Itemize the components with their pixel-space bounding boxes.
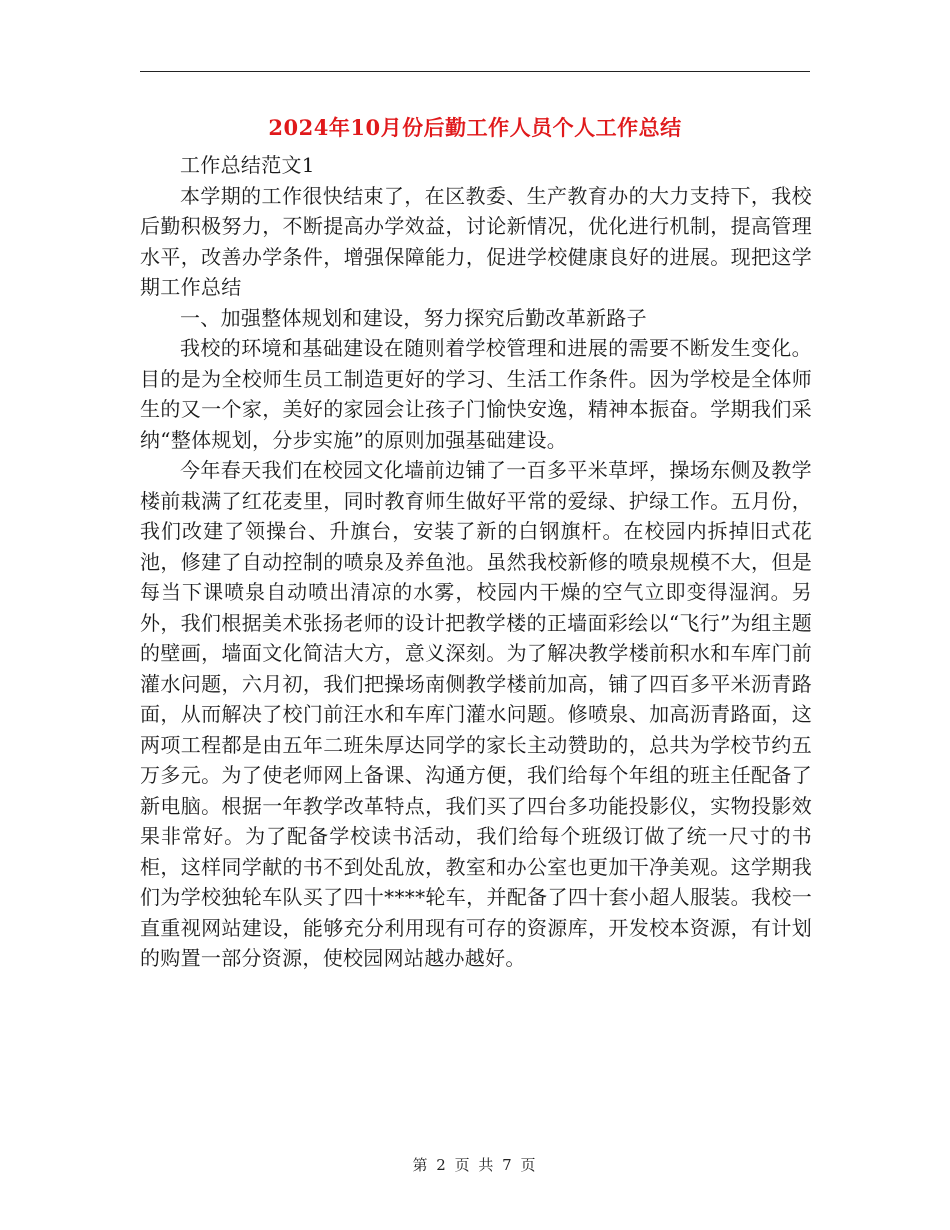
section-heading: 一、加强整体规划和建设，努力探究后勤改革新路子 — [180, 305, 647, 330]
body-paragraph: 我校的环境和基础建设在随则着学校管理和进展的需要不断发生变化。目的是为全校师生员工制造更好的学习、生活工作条件。因为学校是全体师生的又一个家，美好的家园会让孩子门愉快安逸，精神本振奋。学期我们采纳“整体规划，分步实施”的原则加强基础建设。 — [140, 336, 812, 452]
subheading-paragraph: 工作总结范文1 — [180, 153, 315, 177]
page-number-footer: 第 2 页 共 7 页 — [412, 1156, 538, 1174]
header-rule — [140, 71, 810, 72]
document-title: 2024年10月份后勤工作人员个人工作总结 — [268, 115, 682, 140]
body-paragraph: 本学期的工作很快结束了，在区教委、生产教育办的大力支持下，我校后勤积极努力，不断提高办学效益，讨论新情况，优化进行机制，提高管理水平，改善办学条件，增强保障能力，促进学校健康良好的进展。现把这学期工作总结 — [140, 183, 812, 299]
body-paragraph: 今年春天我们在校园文化墙前边铺了一百多平米草坪，操场东侧及教学楼前栽满了红花麦里，同时教育师生做好平常的爱绿、护绿工作。五月份，我们改建了领操台、升旗台，安装了新的白钢旗杆。在校园内拆掉旧式花池，修建了自动控制的喷泉及养鱼池。虽然我校新修的喷泉规模不大，但是每当下课喷泉自动喷出清凉的水雾，校园内干燥的空气立即变得湿润。另外，我们根据美术张扬老师的设计把教学楼的正墙面彩绘以“飞行”为组主题的壁画，墙面文化简洁大方，意义深刻。为了解决教学楼前积水和车库门前灌水问题，六月初，我们把操场南侧教学楼前加高，铺了四百多平米沥青路面，从而解决了校门前汪水和车库门灌水问题。修喷泉、加高沥青路面，这两项工程都是由五年二班朱厚达同学的家长主动赞助的，总共为学校节约五万多元。为了使老师网上备课、沟通方便，我们给每个年组的班主任配备了新电脑。根据一年教学改革特点，我们买了四台多功能投影仪，实物投影效果非常好。为了配备学校读书活动，我们给每个班级订做了统一尺寸的书柜，这样同学献的书不到处乱放，教室和办公室也更加干净美观。这学期我们为学校独轮车队买了四十****轮车，并配备了四十套小超人服装。我校一直重视网站建设，能够充分利用现有可存的资源库，开发校本资源，有计划的购置一部分资源，使校园网站越办越好。 — [140, 458, 812, 970]
document-body — [140, 150, 812, 974]
